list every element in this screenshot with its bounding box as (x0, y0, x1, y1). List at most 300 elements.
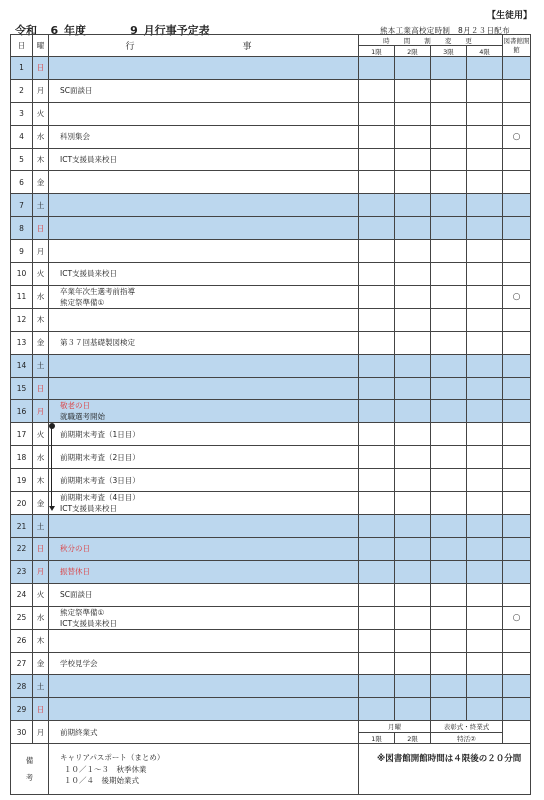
period-3-cell (431, 240, 467, 263)
period-3-cell (431, 400, 467, 423)
period-2-cell (395, 171, 431, 194)
day-weekday: 火 (33, 423, 49, 446)
table-row-day-13 (11, 331, 531, 354)
event-line: ICT支援員来校日 (60, 618, 118, 628)
period-1-cell (359, 652, 395, 675)
day-weekday: 土 (33, 354, 49, 377)
period-2-cell (395, 148, 431, 171)
library-cell (503, 652, 531, 675)
event-line: 卒業年次生選考前指導 (60, 286, 135, 296)
day-events (49, 698, 359, 721)
period-4-cell (467, 675, 503, 698)
period-2-cell (395, 240, 431, 263)
library-cell (503, 354, 531, 377)
period-2-cell (395, 125, 431, 148)
col-date-header: 日 (11, 35, 33, 57)
day-date: 3 (11, 102, 33, 125)
period-1-cell (359, 217, 395, 240)
period-3-cell (431, 652, 467, 675)
event-line: 前期期末考査（4日目） (60, 493, 140, 503)
period-3-cell (431, 675, 467, 698)
day-weekday: 日 (33, 538, 49, 561)
library-cell (503, 308, 531, 331)
period-4-cell (467, 354, 503, 377)
table-row-day-5 (11, 148, 531, 171)
day-date: 16 (11, 400, 33, 423)
period-4-cell (467, 377, 503, 400)
period-3-cell (431, 125, 467, 148)
event-line: ICT支援員来校日 (60, 504, 118, 514)
library-cell (503, 675, 531, 698)
event-line: 振替休日 (60, 567, 90, 577)
period-3-cell (431, 583, 467, 606)
table-row-day-15 (11, 377, 531, 400)
event-line: 熊定祭準備① (60, 607, 105, 617)
day-events (49, 240, 359, 263)
event-line: 秋分の日 (60, 544, 90, 554)
library-cell (503, 377, 531, 400)
period-4-cell (467, 263, 503, 286)
period-2-cell (395, 331, 431, 354)
event-line: 前期期末考査（1日目） (60, 429, 140, 439)
period-3-cell (431, 469, 467, 492)
period-4-cell (467, 125, 503, 148)
day-date: 22 (11, 538, 33, 561)
period-1-cell (359, 263, 395, 286)
day-date: 30 (11, 721, 33, 744)
days-body (11, 57, 531, 721)
library-cell (503, 721, 531, 744)
day-events (49, 560, 359, 583)
period-4-cell (467, 194, 503, 217)
col-weekday-header: 曜 (33, 35, 49, 57)
period-1-cell (359, 469, 395, 492)
day-weekday: 月 (33, 79, 49, 102)
day-date: 24 (11, 583, 33, 606)
library-cell (503, 629, 531, 652)
period-2-cell (395, 698, 431, 721)
col-library-header: 図書館開館 (503, 35, 531, 57)
day-date: 10 (11, 263, 33, 286)
day-events (49, 652, 359, 675)
period-1-cell (359, 515, 395, 538)
day-weekday: 土 (33, 675, 49, 698)
library-cell (503, 515, 531, 538)
library-cell: ○ (503, 125, 531, 148)
period-3-cell (431, 560, 467, 583)
day-date: 4 (11, 125, 33, 148)
library-cell: ○ (503, 606, 531, 629)
day-date: 8 (11, 217, 33, 240)
period-2-cell (395, 629, 431, 652)
period-4-cell (467, 515, 503, 538)
table-row-day-30 (11, 721, 531, 744)
period-4-cell (467, 469, 503, 492)
remarks-row (11, 744, 531, 795)
table-row-day-2 (11, 79, 531, 102)
period-4-cell (467, 652, 503, 675)
period-3-cell (431, 194, 467, 217)
period-1-cell (359, 698, 395, 721)
day-events (49, 515, 359, 538)
remarks-list (49, 744, 359, 795)
period-1-cell (359, 538, 395, 561)
period-3-cell (431, 606, 467, 629)
period-4-header: 4限 (467, 46, 503, 57)
period-3-cell (431, 423, 467, 446)
period-1-cell (359, 377, 395, 400)
library-cell (503, 217, 531, 240)
day-events (49, 629, 359, 652)
exam-period-arrow-head (49, 506, 55, 511)
day-weekday: 金 (33, 171, 49, 194)
period-3-cell (431, 102, 467, 125)
library-cell (503, 331, 531, 354)
day-date: 23 (11, 560, 33, 583)
library-cell (503, 698, 531, 721)
day-weekday: 月 (33, 721, 49, 744)
schedule-change-detail (359, 721, 502, 743)
period-1-cell (359, 57, 395, 80)
library-cell (503, 560, 531, 583)
period-3-cell (431, 308, 467, 331)
day-date: 28 (11, 675, 33, 698)
day-events (49, 469, 359, 492)
day-weekday: 火 (33, 102, 49, 125)
period-4-cell (467, 148, 503, 171)
period-3-cell (431, 171, 467, 194)
era-label: 令和 (15, 24, 37, 37)
table-row-day-4 (11, 125, 531, 148)
day-events (49, 400, 359, 423)
library-cell (503, 79, 531, 102)
day-weekday: 土 (33, 515, 49, 538)
period-2-cell (395, 79, 431, 102)
period-3-cell (431, 285, 467, 308)
library-cell (503, 400, 531, 423)
period-4-cell (467, 606, 503, 629)
remark-line: キャリアパスポート（まとめ） (60, 753, 165, 763)
period-4-cell (467, 57, 503, 80)
period-3-cell (431, 79, 467, 102)
period-2-cell (395, 263, 431, 286)
period-2-cell (395, 285, 431, 308)
table-row-day-27 (11, 652, 531, 675)
remarks-label-text: 備考 (25, 756, 34, 783)
table-row-day-1 (11, 57, 531, 80)
day-events (49, 125, 359, 148)
day-weekday: 水 (33, 125, 49, 148)
day-weekday: 火 (33, 263, 49, 286)
table-row-day-29 (11, 698, 531, 721)
period-3-cell (431, 377, 467, 400)
period-1-cell (359, 675, 395, 698)
table-row-day-16 (11, 400, 531, 423)
period-1-cell (359, 400, 395, 423)
event-line: 学校見学会 (60, 659, 98, 669)
day-date: 18 (11, 446, 33, 469)
period-3-cell (431, 331, 467, 354)
period-1-cell (359, 148, 395, 171)
day-weekday: 木 (33, 469, 49, 492)
library-cell (503, 194, 531, 217)
period-4-cell (467, 308, 503, 331)
change-label-ceremony: 表彰式・終業式 (431, 721, 503, 732)
period-2-cell (395, 308, 431, 331)
table-row-day-25 (11, 606, 531, 629)
period-1-cell (359, 423, 395, 446)
change-period-2: 2限 (395, 732, 431, 743)
period-4-cell (467, 171, 503, 194)
day-date: 9 (11, 240, 33, 263)
period-4-cell (467, 629, 503, 652)
col-schedule-change-header: 時 間 割 変 更 (359, 35, 503, 46)
period-4-cell (467, 79, 503, 102)
event-line: 第３７回基礎製図検定 (60, 338, 135, 348)
event-line: 前期期末考査（2日目） (60, 452, 140, 462)
day-date: 5 (11, 148, 33, 171)
table-row-day-3 (11, 102, 531, 125)
period-4-cell (467, 560, 503, 583)
library-cell (503, 148, 531, 171)
day-weekday: 木 (33, 148, 49, 171)
period-4-cell (467, 698, 503, 721)
day-weekday: 日 (33, 217, 49, 240)
period-1-cell (359, 240, 395, 263)
month-number: 9 (130, 24, 138, 37)
day-weekday: 日 (33, 57, 49, 80)
day-weekday: 木 (33, 629, 49, 652)
day-events (49, 583, 359, 606)
period-2-cell (395, 194, 431, 217)
change-label-monday: 月曜 (359, 721, 431, 732)
schedule-table (10, 34, 531, 795)
event-line: 科別集会 (60, 132, 90, 142)
day-date: 15 (11, 377, 33, 400)
day-date: 14 (11, 354, 33, 377)
table-row-day-17 (11, 423, 531, 446)
table-row-day-23 (11, 560, 531, 583)
table-row-day-14 (11, 354, 531, 377)
period-1-cell (359, 331, 395, 354)
table-row-day-22 (11, 538, 531, 561)
event-line: 前期期末考査（3日目） (60, 475, 140, 485)
table-row-day-24 (11, 583, 531, 606)
day-date: 6 (11, 171, 33, 194)
period-1-header: 1限 (359, 46, 395, 57)
period-2-cell (395, 102, 431, 125)
period-4-cell (467, 446, 503, 469)
day-date: 19 (11, 469, 33, 492)
period-2-cell (395, 606, 431, 629)
library-cell (503, 171, 531, 194)
period-1-cell (359, 354, 395, 377)
col-events-header: 行 事 (49, 35, 359, 57)
day-weekday: 水 (33, 606, 49, 629)
day-events (49, 263, 359, 286)
library-cell (503, 240, 531, 263)
exam-period-arrow-line (51, 426, 52, 508)
day-weekday: 金 (33, 652, 49, 675)
period-4-cell (467, 285, 503, 308)
table-row-day-9 (11, 240, 531, 263)
period-3-cell (431, 263, 467, 286)
library-cell (503, 583, 531, 606)
day-date: 29 (11, 698, 33, 721)
period-1-cell (359, 102, 395, 125)
table-row-day-21 (11, 515, 531, 538)
day-events (49, 675, 359, 698)
period-4-cell (467, 538, 503, 561)
period-1-cell (359, 194, 395, 217)
day-weekday: 月 (33, 400, 49, 423)
period-1-cell (359, 583, 395, 606)
library-cell (503, 102, 531, 125)
period-3-cell (431, 538, 467, 561)
table-row-day-6 (11, 171, 531, 194)
remark-line: １０／４ 後期始業式 (64, 776, 139, 786)
library-cell (503, 469, 531, 492)
table-row-day-20 (11, 492, 531, 515)
period-3-cell (431, 629, 467, 652)
period-4-cell (467, 240, 503, 263)
change-period-1: 1限 (359, 732, 395, 743)
library-cell (503, 446, 531, 469)
day-events (49, 377, 359, 400)
event-line: 前期終業式 (60, 727, 98, 737)
period-2-cell (395, 583, 431, 606)
day-events (49, 721, 359, 744)
day-weekday: 木 (33, 308, 49, 331)
period-3-header: 3限 (431, 46, 467, 57)
table-row-day-12 (11, 308, 531, 331)
day-weekday: 水 (33, 446, 49, 469)
title-text: 月行事予定表 (143, 24, 210, 37)
library-cell (503, 492, 531, 515)
day-weekday: 月 (33, 240, 49, 263)
period-3-cell (431, 492, 467, 515)
day-events (49, 285, 359, 308)
period-2-cell (395, 560, 431, 583)
period-1-cell (359, 79, 395, 102)
period-4-cell (467, 217, 503, 240)
library-cell (503, 423, 531, 446)
day-events (49, 148, 359, 171)
period-4-cell (467, 102, 503, 125)
day-weekday: 日 (33, 377, 49, 400)
period-2-cell (395, 377, 431, 400)
day-events (49, 423, 359, 446)
period-1-cell (359, 606, 395, 629)
remark-line: １０／１～３ 秋季休業 (64, 764, 147, 774)
day-weekday: 火 (33, 583, 49, 606)
event-line: ICT支援員来校日 (60, 155, 118, 164)
period-2-cell (395, 492, 431, 515)
period-1-cell (359, 285, 395, 308)
period-4-cell (467, 331, 503, 354)
library-cell: ○ (503, 285, 531, 308)
day-date: 1 (11, 57, 33, 80)
period-4-cell (467, 400, 503, 423)
period-3-cell (431, 354, 467, 377)
period-2-cell (395, 423, 431, 446)
day-events (49, 171, 359, 194)
event-line: 熊定祭準備① (60, 297, 105, 307)
period-2-cell (395, 652, 431, 675)
day-date: 25 (11, 606, 33, 629)
period-2-cell (395, 675, 431, 698)
period-2-header: 2限 (395, 46, 431, 57)
day-events (49, 354, 359, 377)
period-2-cell (395, 515, 431, 538)
period-1-cell (359, 308, 395, 331)
day-weekday: 月 (33, 560, 49, 583)
day-date: 21 (11, 515, 33, 538)
period-1-cell (359, 560, 395, 583)
period-2-cell (395, 469, 431, 492)
table-row-day-11 (11, 285, 531, 308)
event-line: 就職選考開始 (60, 412, 105, 422)
day-date: 12 (11, 308, 33, 331)
period-1-cell (359, 171, 395, 194)
period-3-cell (431, 217, 467, 240)
library-hours-note: ※図書館開館時間は４限後の２０分間 (359, 744, 531, 795)
period-4-cell (467, 583, 503, 606)
audience-tag: 【生徒用】 (486, 11, 532, 21)
day-events (49, 606, 359, 629)
day-events (49, 102, 359, 125)
day-weekday: 金 (33, 331, 49, 354)
event-line: SC面談日 (60, 590, 93, 600)
day-date: 13 (11, 331, 33, 354)
day-date: 17 (11, 423, 33, 446)
period-1-cell (359, 125, 395, 148)
period-2-cell (395, 217, 431, 240)
event-line: 敬老の日 (60, 401, 90, 411)
period-2-cell (395, 57, 431, 80)
day-events (49, 79, 359, 102)
table-row-day-28 (11, 675, 531, 698)
day-events (49, 57, 359, 80)
day-events (49, 446, 359, 469)
period-2-cell (395, 538, 431, 561)
period-3-cell (431, 148, 467, 171)
event-line: SC面談日 (60, 86, 93, 96)
year-number: 6 (50, 24, 59, 37)
day-weekday: 水 (33, 285, 49, 308)
schedule-change-cell (359, 721, 503, 744)
period-4-cell (467, 492, 503, 515)
period-1-cell (359, 446, 395, 469)
table-row-day-19 (11, 469, 531, 492)
period-3-cell (431, 698, 467, 721)
school-distribution-info: 熊本工業高校定時制 8月２３日配布 (380, 26, 510, 35)
remarks-label (11, 744, 49, 795)
period-1-cell (359, 492, 395, 515)
day-date: 11 (11, 285, 33, 308)
day-weekday: 日 (33, 698, 49, 721)
library-cell (503, 57, 531, 80)
day-date: 27 (11, 652, 33, 675)
period-1-cell (359, 629, 395, 652)
period-3-cell (431, 446, 467, 469)
library-cell (503, 263, 531, 286)
period-3-cell (431, 515, 467, 538)
day-weekday: 金 (33, 492, 49, 515)
day-events (49, 492, 359, 515)
period-2-cell (395, 400, 431, 423)
change-special-activity: 特活② (457, 734, 476, 743)
